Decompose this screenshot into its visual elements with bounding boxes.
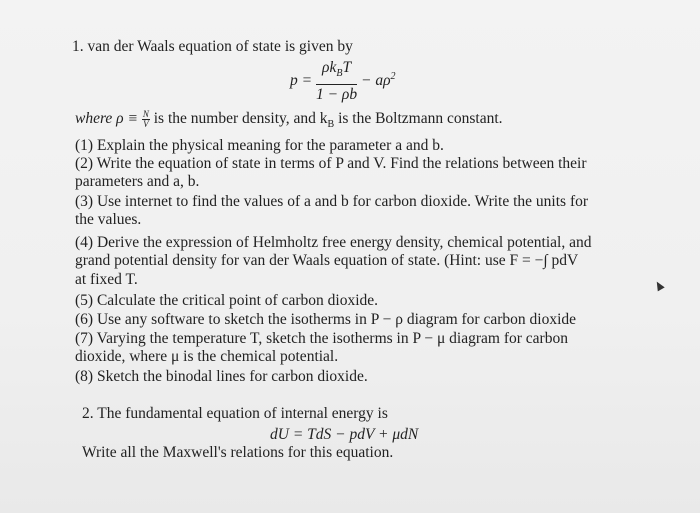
- where-post: is the Boltzmann constant.: [338, 110, 503, 128]
- item-4: (4) Derive the expression of Helmholtz free energy density, chemical potential, and: [75, 234, 592, 251]
- item-3: (3) Use internet to find the values of a and b for carbon dioxide. Write the units for: [75, 193, 589, 210]
- item-8: (8) Sketch the binodal lines for carbon dioxide.: [75, 368, 368, 385]
- internal-energy-equation: dU = TdS − pdV + μdN: [270, 426, 419, 443]
- mouse-cursor-icon: [653, 280, 664, 292]
- eq-fraction: [316, 58, 357, 105]
- eq-tail: − aρ: [361, 72, 391, 90]
- where-line: [75, 110, 503, 134]
- q2-instruction: Write all the Maxwell's relations for this equation.: [82, 444, 394, 461]
- item-5: (5) Calculate the critical point of carbon dioxide.: [75, 292, 378, 309]
- density-den: V: [143, 119, 149, 129]
- eq-numerator: ρk: [322, 59, 337, 76]
- item-7-cont: dioxide, where μ is the chemical potential.: [75, 348, 339, 365]
- item-4-cont2: at fixed T.: [75, 271, 138, 288]
- density-num: N: [142, 109, 149, 119]
- item-7: (7) Varying the temperature T, sketch the isotherms in P − μ diagram for carbon: [75, 330, 568, 347]
- eq-denominator: 1 − ρb: [315, 86, 358, 104]
- item-6: (6) Use any software to sketch the isotherms in P − ρ diagram for carbon dioxide: [75, 311, 577, 328]
- item-4-cont: grand potential density for van der Waals equation of state. (Hint: use F = −∫ pdV: [75, 252, 579, 269]
- where-sub: B: [327, 119, 335, 131]
- item-3-cont: the values.: [75, 211, 142, 228]
- where-mid: is the number density, and k: [153, 110, 328, 128]
- eq-tail-sup: 2: [390, 70, 396, 82]
- item-2: (2) Write the equation of state in terms of P and V. Find the relations between their: [75, 155, 587, 172]
- vdw-equation: [290, 58, 396, 105]
- q2-title: 2. The fundamental equation of internal energy is: [82, 405, 388, 422]
- eq-numerator-sub: B: [336, 68, 343, 80]
- q1-title: 1. van der Waals equation of state is given by: [72, 38, 353, 55]
- eq-numerator-tail: T: [342, 59, 352, 76]
- item-1: (1) Explain the physical meaning for the parameter a and b.: [75, 137, 444, 154]
- eq-lhs: p =: [290, 72, 313, 90]
- item-2-cont: parameters and a, b.: [75, 173, 200, 190]
- where-pre: where ρ ≡: [75, 110, 138, 128]
- density-fraction: [142, 110, 150, 129]
